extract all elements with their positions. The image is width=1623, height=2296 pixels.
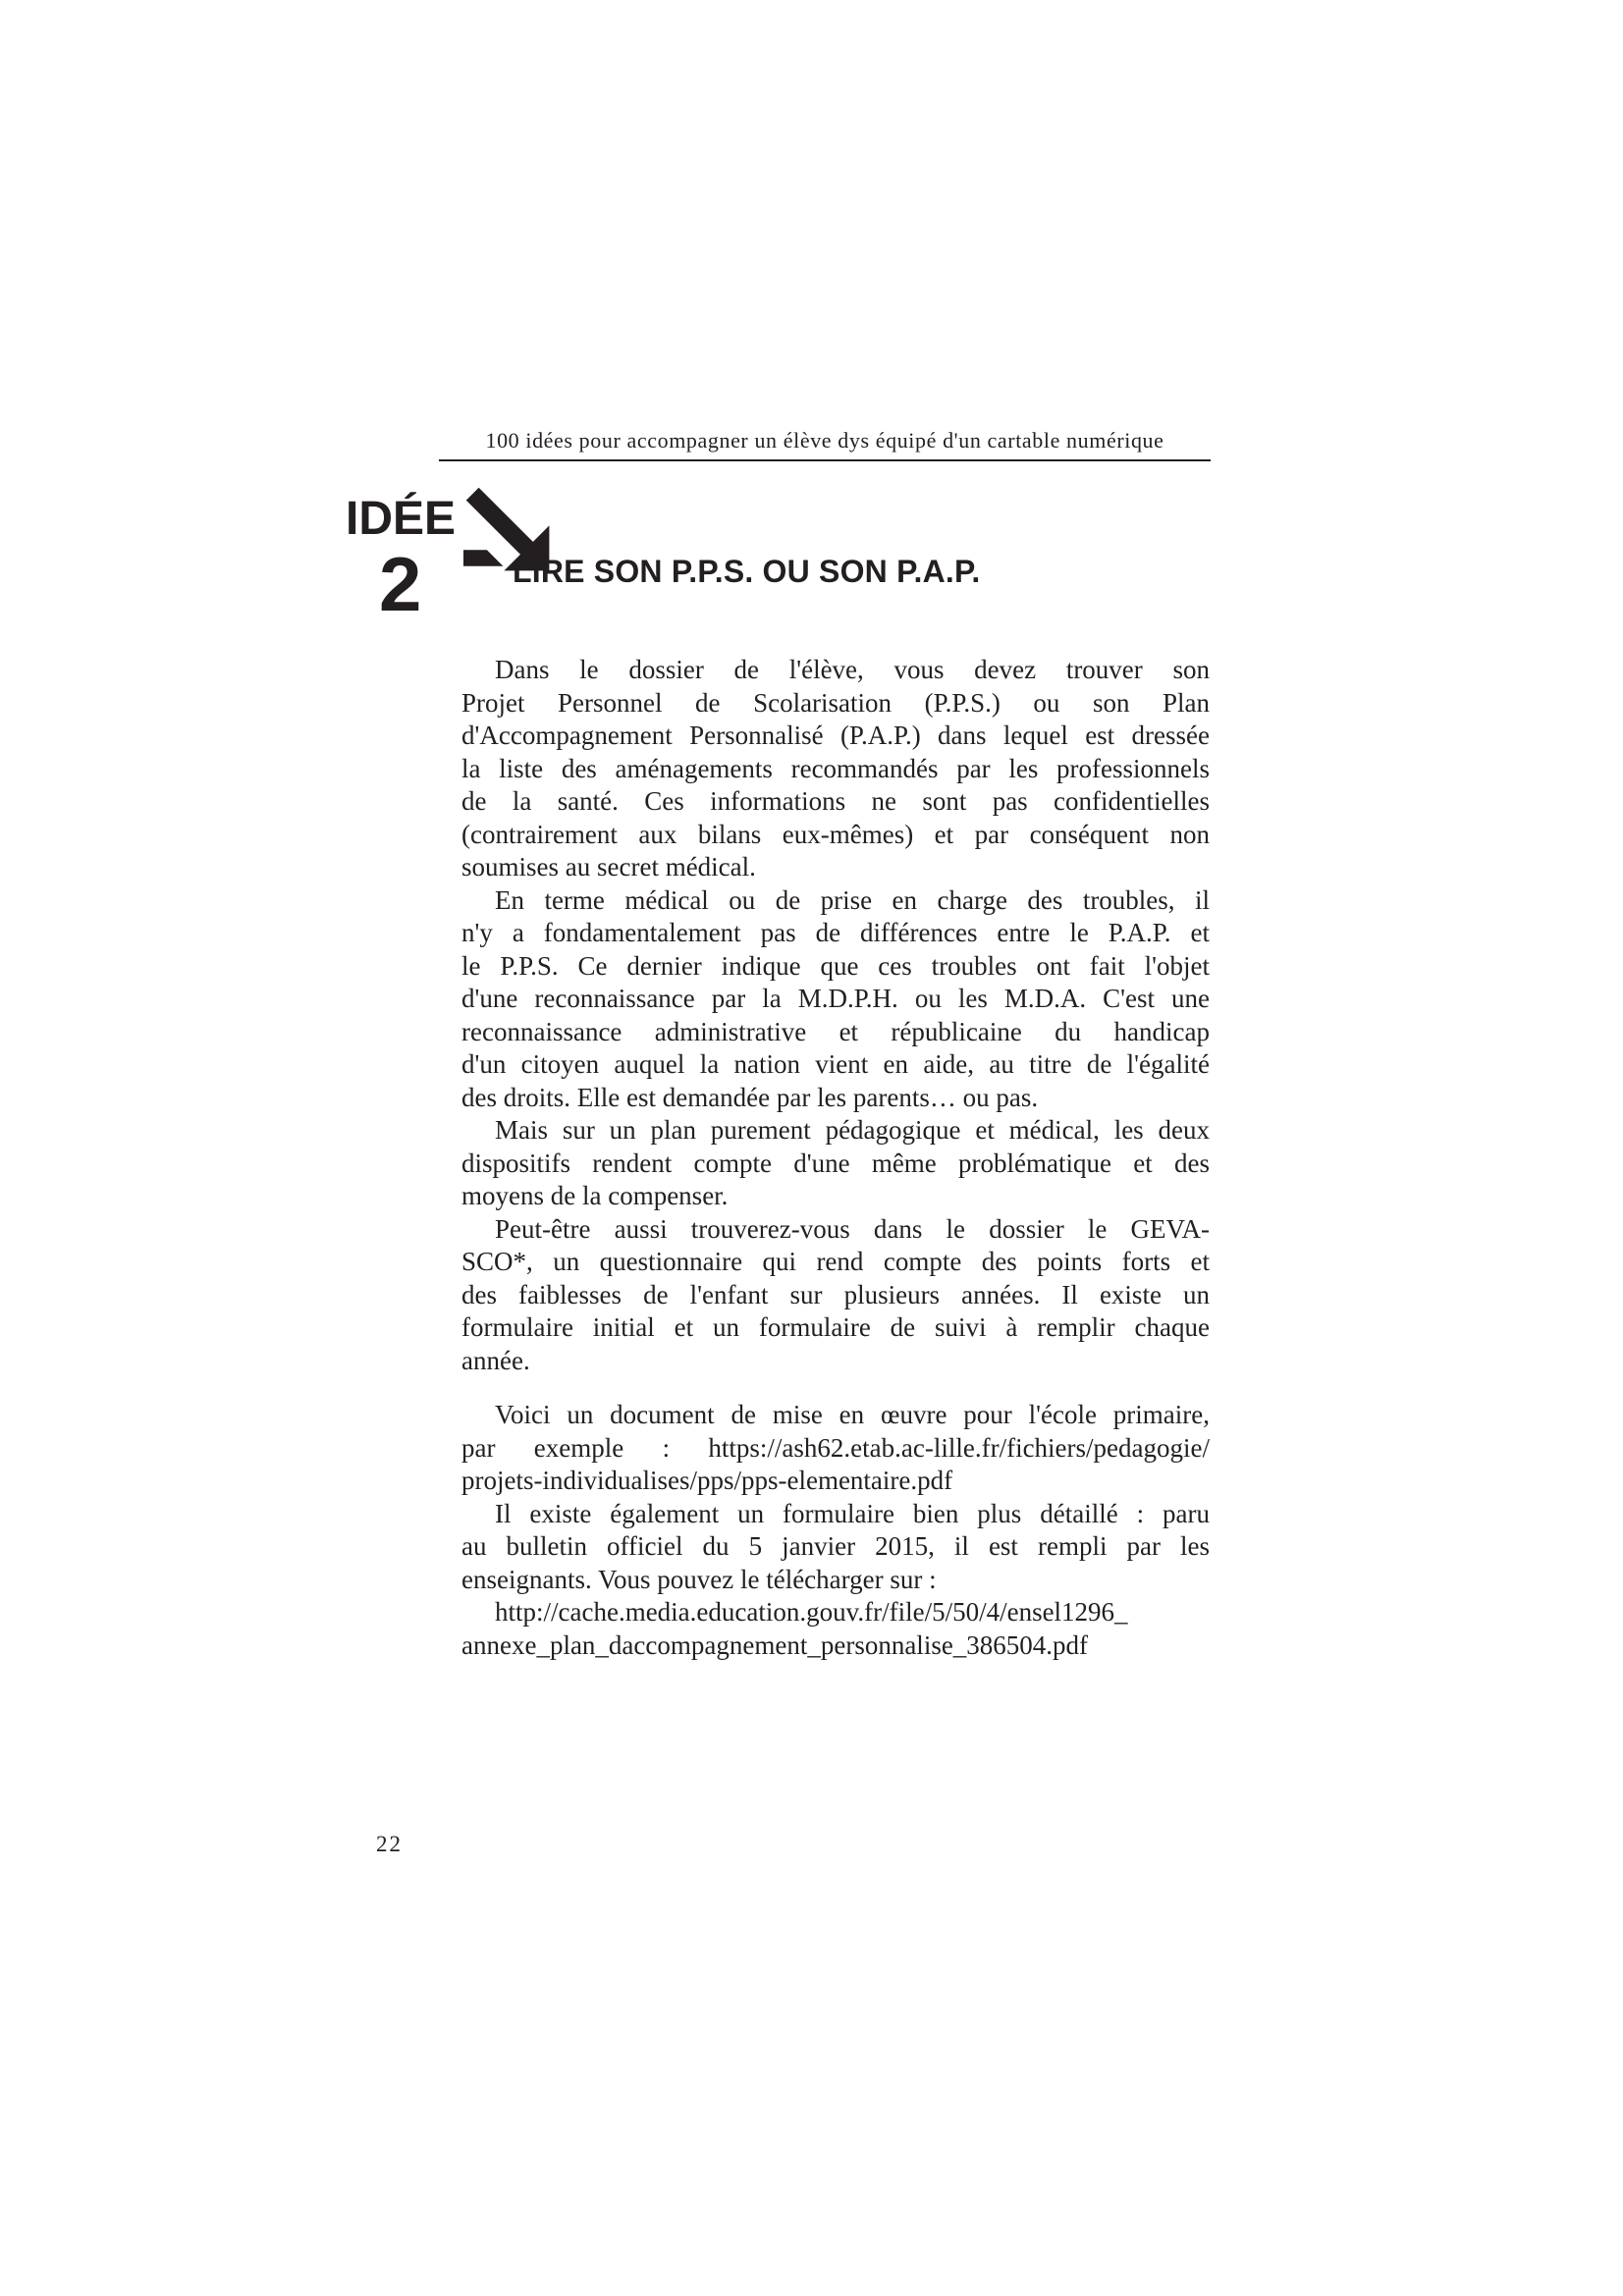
text-line: Dans le dossier de l'élève, vous devez trouver son <box>495 655 1210 684</box>
text-line: reconnaissance administrative et républicaine du handicap <box>461 1016 1210 1046</box>
text-line: Mais sur un plan purement pédagogique et médical, les deux <box>495 1115 1210 1145</box>
text-line: SCO*, un questionnaire qui rend compte des points forts et <box>461 1247 1210 1276</box>
paragraph <box>461 654 1210 884</box>
text-line: dispositifs rendent compte d'une même problématique et des <box>461 1148 1210 1178</box>
running-header: 100 idées pour accompagner un élève dys équipé d'un cartable numérique <box>485 428 1164 453</box>
paragraph <box>461 1114 1210 1213</box>
text-line: la liste des aménagements recommandés par les professionnels <box>461 753 1210 783</box>
text-line: soumises au secret médical. <box>461 852 756 881</box>
text-line: d'une reconnaissance par la M.D.P.H. ou les M.D.A. C'est une <box>461 984 1210 1013</box>
text-line: formulaire initial et un formulaire de suivi à remplir chaque <box>461 1312 1210 1342</box>
text-line: Peut-être aussi trouverez-vous dans le dossier le GEVA- <box>495 1213 1210 1244</box>
text-line: http://cache.media.education.gouv.fr/file/5/50/4/ensel1296_ <box>495 1597 1128 1627</box>
text-line: des droits. Elle est demandée par les parents… ou pas. <box>461 1082 1039 1112</box>
text-line: annexe_plan_daccompagnement_personnalise_386504.pdf <box>461 1629 1089 1660</box>
text-line: En terme médical ou de prise en charge des troubles, il <box>495 884 1210 915</box>
text-line: projets-individualises/pps/pps-elementaire.pdf <box>461 1466 953 1495</box>
text-line: n'y a fondamentalement pas de différences entre le P.A.P. et <box>461 918 1210 947</box>
text-line: enseignants. Vous pouvez le télécharger sur : <box>461 1564 937 1594</box>
paragraph <box>461 1213 1210 1378</box>
text-line: de la santé. Ces informations ne sont pas confidentielles <box>461 786 1210 816</box>
paragraph <box>461 1399 1210 1498</box>
text-line: d'un citoyen auquel la nation vient en aide, au titre de l'égalité <box>461 1049 1210 1079</box>
idea-number: 2 <box>379 541 422 627</box>
text-line: année. <box>461 1345 530 1375</box>
text-line: par exemple : https://ash62.etab.ac-lille.fr/fichiers/pedagogie/ <box>461 1432 1210 1463</box>
text-line: au bulletin officiel du 5 janvier 2015, il est rempli par les <box>461 1531 1210 1561</box>
text-line: Voici un document de mise en œuvre pour l'école primaire, <box>495 1400 1210 1429</box>
page-number: 22 <box>376 1832 403 1856</box>
paragraph <box>461 884 1210 1115</box>
body-text <box>461 654 1210 1662</box>
text-line: Il existe également un formulaire bien plus détaillé : paru <box>495 1498 1210 1528</box>
paragraph <box>461 1498 1210 1597</box>
text-line: moyens de la compenser. <box>461 1181 729 1210</box>
text-line: (contrairement aux bilans eux-mêmes) et par conséquent non <box>461 819 1210 849</box>
section-title: LIRE SON P.P.S. OU SON P.A.P. <box>513 554 981 589</box>
paragraph <box>461 1596 1210 1662</box>
text-line: des faiblesses de l'enfant sur plusieurs années. Il existe un <box>461 1279 1210 1309</box>
header-rule <box>439 459 1211 461</box>
text-line: le P.P.S. Ce dernier indique que ces troubles ont fait l'objet <box>461 950 1210 981</box>
idea-label: IDÉE <box>346 493 457 545</box>
text-line: Projet Personnel de Scolarisation (P.P.S.) ou son Plan <box>461 687 1210 718</box>
text-line: d'Accompagnement Personnalisé (P.A.P.) dans lequel est dressée <box>461 721 1210 750</box>
